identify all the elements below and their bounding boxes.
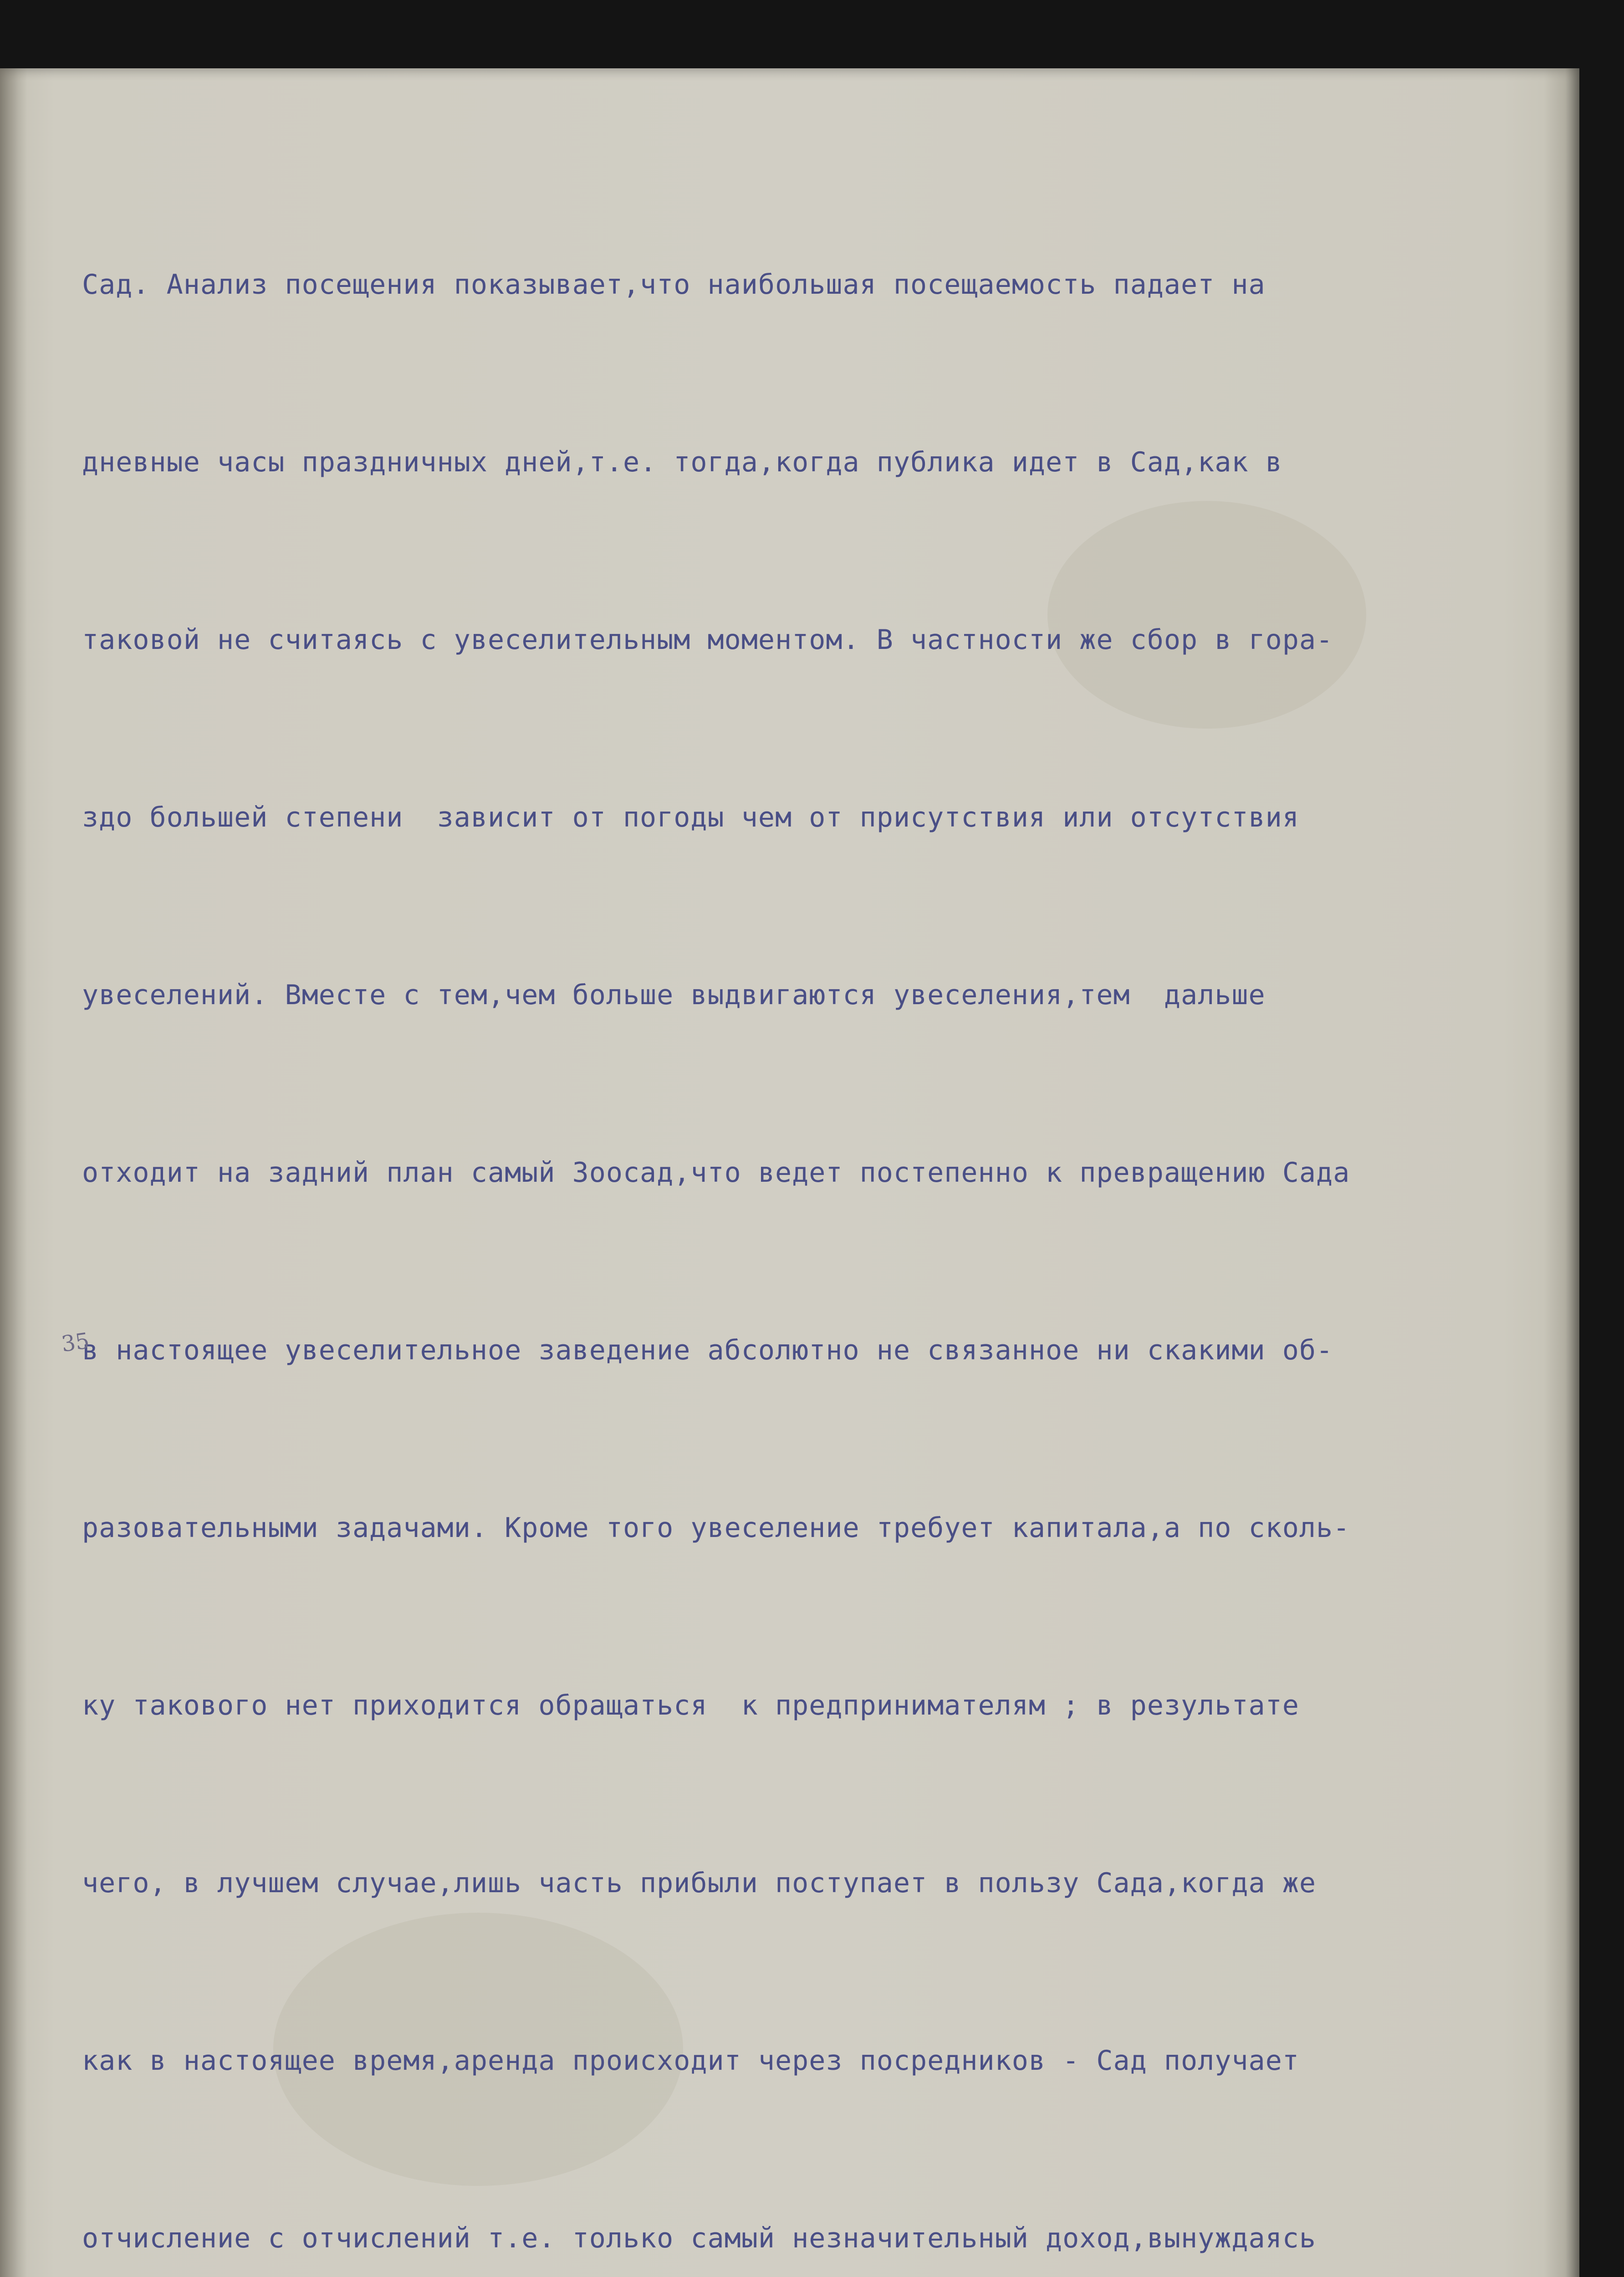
text-line: ку такового нет приходится обращаться к предпринимателям ; в результате (82, 1690, 1299, 1721)
text-line: отчисление с отчислений т.е. только самый незначительный доход,вынуждаясь (82, 2222, 1316, 2254)
text-line: Сад. Анализ посещения показывает,что наибольшая посещаемость падает на (82, 269, 1266, 301)
text-line: в настоящее увеселительное заведение абсолютно не связанное ни скакими об- (82, 1334, 1333, 1366)
text-line: увеселений. Вместе с тем,чем больше выдвигаются увеселения,тем дальше (82, 979, 1266, 1011)
typewritten-text (82, 137, 1567, 2277)
text-line: здо большей степени зависит от погоды чем от присутствия или отсутствия (82, 802, 1299, 833)
text-line: как в настоящее время,аренда происходит через посредников - Сад получает (82, 2045, 1299, 2077)
text-line: таковой не считаясь с увеселительным моментом. В частности же сбор в гора- (82, 624, 1333, 656)
text-line: дневные часы праздничных дней,т.е. тогда,когда публика идет в Сад,как в (82, 446, 1282, 478)
text-line: разовательными задачами. Кроме того увеселение требует капитала,а по сколь- (82, 1512, 1350, 1544)
text-line: отходит на задний план самый Зоосад,что ведет постепенно к превращению Сада (82, 1157, 1350, 1189)
text-line: чего, в лучшем случае,лишь часть прибыли поступает в пользу Сада,когда же (82, 1867, 1316, 1899)
margin-pencil-note: 35 (60, 1328, 91, 1357)
binding-shadow (0, 68, 27, 2277)
